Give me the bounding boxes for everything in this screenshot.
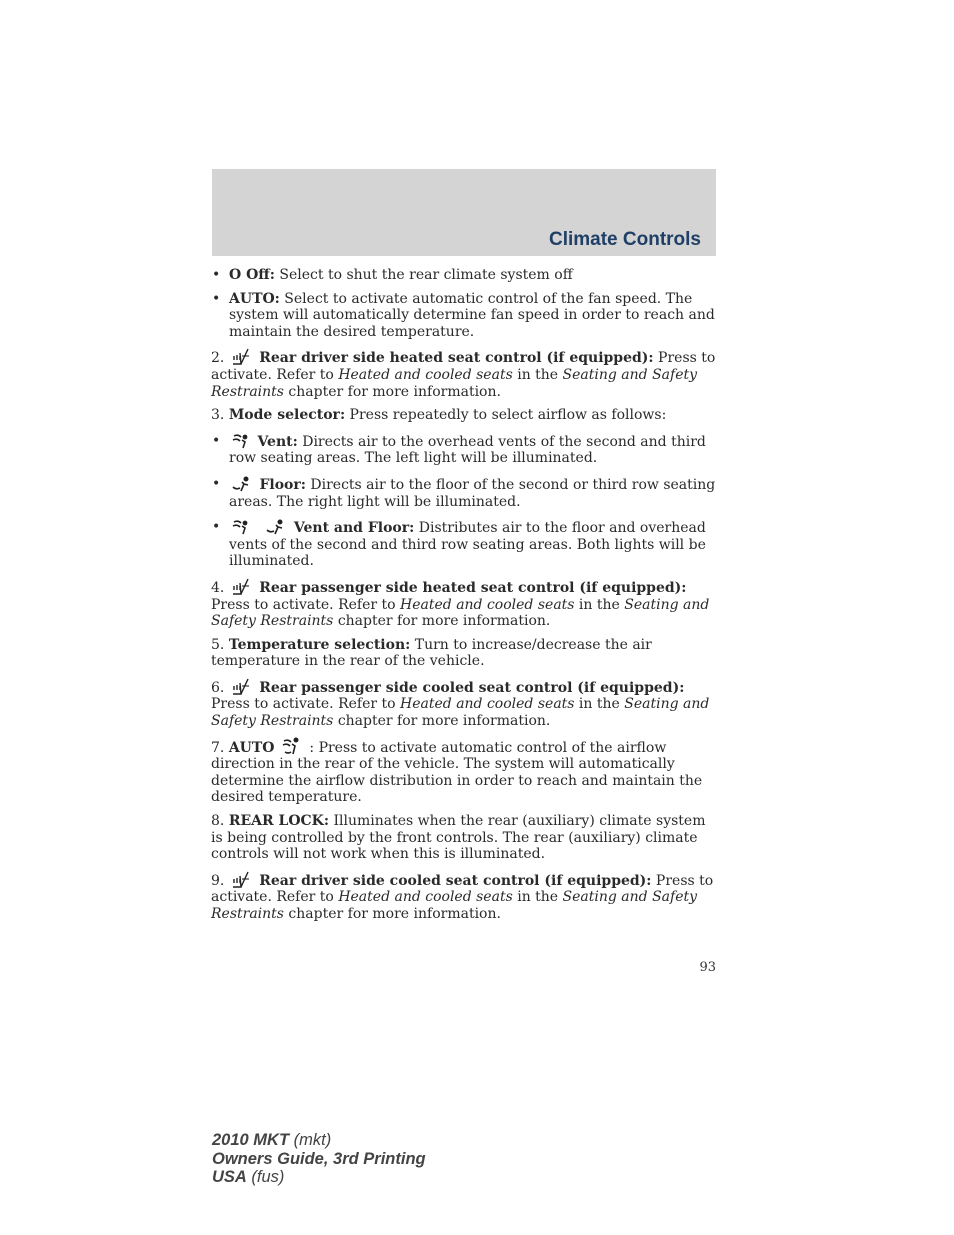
item-number: 2. xyxy=(211,350,225,367)
item-number: 7. xyxy=(211,739,225,756)
item-text: chapter for more information. xyxy=(283,906,501,922)
numbered-item xyxy=(211,407,717,424)
footer-market-line xyxy=(212,1168,426,1187)
bullet-dot: • xyxy=(212,432,221,449)
item-text: chapter for more information. xyxy=(333,613,551,630)
item-text: Press to activate. Refer to xyxy=(211,696,401,713)
numbered-item xyxy=(211,813,717,863)
item-text: Press to activate. Refer to xyxy=(211,872,714,906)
item-text: in the xyxy=(574,596,625,613)
bullet-dot: • xyxy=(212,267,221,283)
bullet-label: AUTO: xyxy=(229,290,280,307)
floor-airflow-icon xyxy=(265,519,285,535)
numbered-item xyxy=(211,347,717,400)
item-text: Turn to increase/decrease the air temperature in the rear of the vehicle. xyxy=(211,636,652,670)
item-label: Rear driver side heated seat control (if equipped): xyxy=(259,350,654,367)
item-text: Press repeatedly to select airflow as follows: xyxy=(345,407,667,424)
item-text: chapter for more information. xyxy=(283,383,501,400)
item-number: 8. xyxy=(211,813,225,830)
bullet-text: Directs air to the overhead vents of the second and third row seating areas. The left light will be illuminated. xyxy=(229,433,706,467)
chapter-reference: Seating and Safety Restraints xyxy=(211,366,698,400)
bullet-text: Select to activate automatic control of the fan speed. The system will automatically determine fan speed in order to reach and maintain the desired temperature. xyxy=(229,290,715,340)
numbered-item xyxy=(211,737,717,806)
footer-model: 2010 MKT xyxy=(212,1131,290,1149)
list-item xyxy=(211,519,717,570)
bullet-dot: • xyxy=(212,290,221,307)
item-label: Temperature selection: xyxy=(228,636,411,653)
chapter-reference: Seating and Safety Restraints xyxy=(211,889,698,922)
page-content xyxy=(211,267,717,930)
bullet-text: Select to shut the rear climate system off xyxy=(274,267,573,283)
item-text: Press to activate. Refer to xyxy=(211,350,716,383)
item-text: in the xyxy=(512,366,563,383)
footer-edition: Owners Guide, 3rd Printing xyxy=(212,1149,426,1168)
bullet-dot: • xyxy=(212,519,221,536)
numbered-item xyxy=(211,870,717,923)
item-number: 9. xyxy=(211,872,225,889)
footer-market-code: (fus) xyxy=(246,1168,285,1186)
chapter-reference: Seating and Safety Restraints xyxy=(211,696,710,730)
item-label: REAR LOCK: xyxy=(228,813,330,830)
cross-reference: Heated and cooled seats xyxy=(338,366,513,383)
cross-reference: Heated and cooled seats xyxy=(400,596,575,613)
item-label: Rear driver side cooled seat control (if equipped): xyxy=(259,872,652,889)
footer-model-line xyxy=(212,1131,426,1150)
section-title: Climate Controls xyxy=(548,229,701,250)
item-text: : Press to activate automatic control of the airflow direction in the rear of the vehicle. The system will automatically determine the airflow distribution in order to reach and maintain the desired temperature. xyxy=(211,739,703,806)
numbered-item xyxy=(211,637,717,670)
item-text: in the xyxy=(574,696,625,713)
heated-seat-icon xyxy=(231,347,251,365)
page-number: 93 xyxy=(699,960,716,975)
vent-airflow-icon xyxy=(231,433,249,449)
list-item xyxy=(211,476,717,510)
cross-reference: Heated and cooled seats xyxy=(338,889,513,906)
item-number: 3. xyxy=(211,407,225,424)
vent-airflow-icon xyxy=(231,519,249,535)
document-footer xyxy=(212,1131,426,1187)
bullet-label: O Off: xyxy=(229,267,275,283)
item-label: AUTO xyxy=(228,739,275,756)
floor-airflow-icon xyxy=(231,476,251,492)
list-item xyxy=(211,267,717,284)
cooled-seat-icon xyxy=(231,870,251,888)
item-number: 5. xyxy=(211,636,225,653)
bullet-label: Vent: xyxy=(257,433,298,450)
cross-reference: Heated and cooled seats xyxy=(400,696,575,713)
chapter-reference: Seating and Safety Restraints xyxy=(211,596,710,630)
footer-model-code: (mkt) xyxy=(289,1131,332,1149)
list-item xyxy=(211,433,717,467)
section-header xyxy=(212,169,716,256)
item-label: Rear passenger side heated seat control (if equipped): xyxy=(259,579,687,596)
bullet-dot: • xyxy=(212,475,221,492)
item-text: Press to activate. Refer to xyxy=(211,596,401,613)
heated-seat-icon xyxy=(231,577,251,595)
bullet-text: Directs air to the floor of the second or third row seating areas. The right light will be illuminated. xyxy=(229,476,716,510)
item-number: 6. xyxy=(211,679,225,696)
item-text: in the xyxy=(512,889,563,906)
bullet-label: Vent and Floor: xyxy=(293,520,415,537)
numbered-item xyxy=(211,677,717,730)
numbered-item xyxy=(211,577,717,630)
item-number: 4. xyxy=(211,579,225,596)
footer-market: USA xyxy=(212,1168,247,1186)
bullet-label: Floor: xyxy=(259,476,306,493)
item-text: chapter for more information. xyxy=(333,713,551,730)
item-label: Rear passenger side cooled seat control (if equipped): xyxy=(259,679,685,696)
item-text: Illuminates when the rear (auxiliary) climate system is being controlled by the front controls. The rear (auxiliary) climate controls will not work when this is illuminated. xyxy=(211,813,706,863)
item-label: Mode selector: xyxy=(228,407,346,424)
list-item xyxy=(211,291,717,341)
bullet-text: Distributes air to the floor and overhead vents of the second and third row seating areas. Both lights will be illuminated. xyxy=(229,520,706,570)
auto-airflow-icon xyxy=(281,737,301,755)
cooled-seat-icon xyxy=(231,677,251,695)
